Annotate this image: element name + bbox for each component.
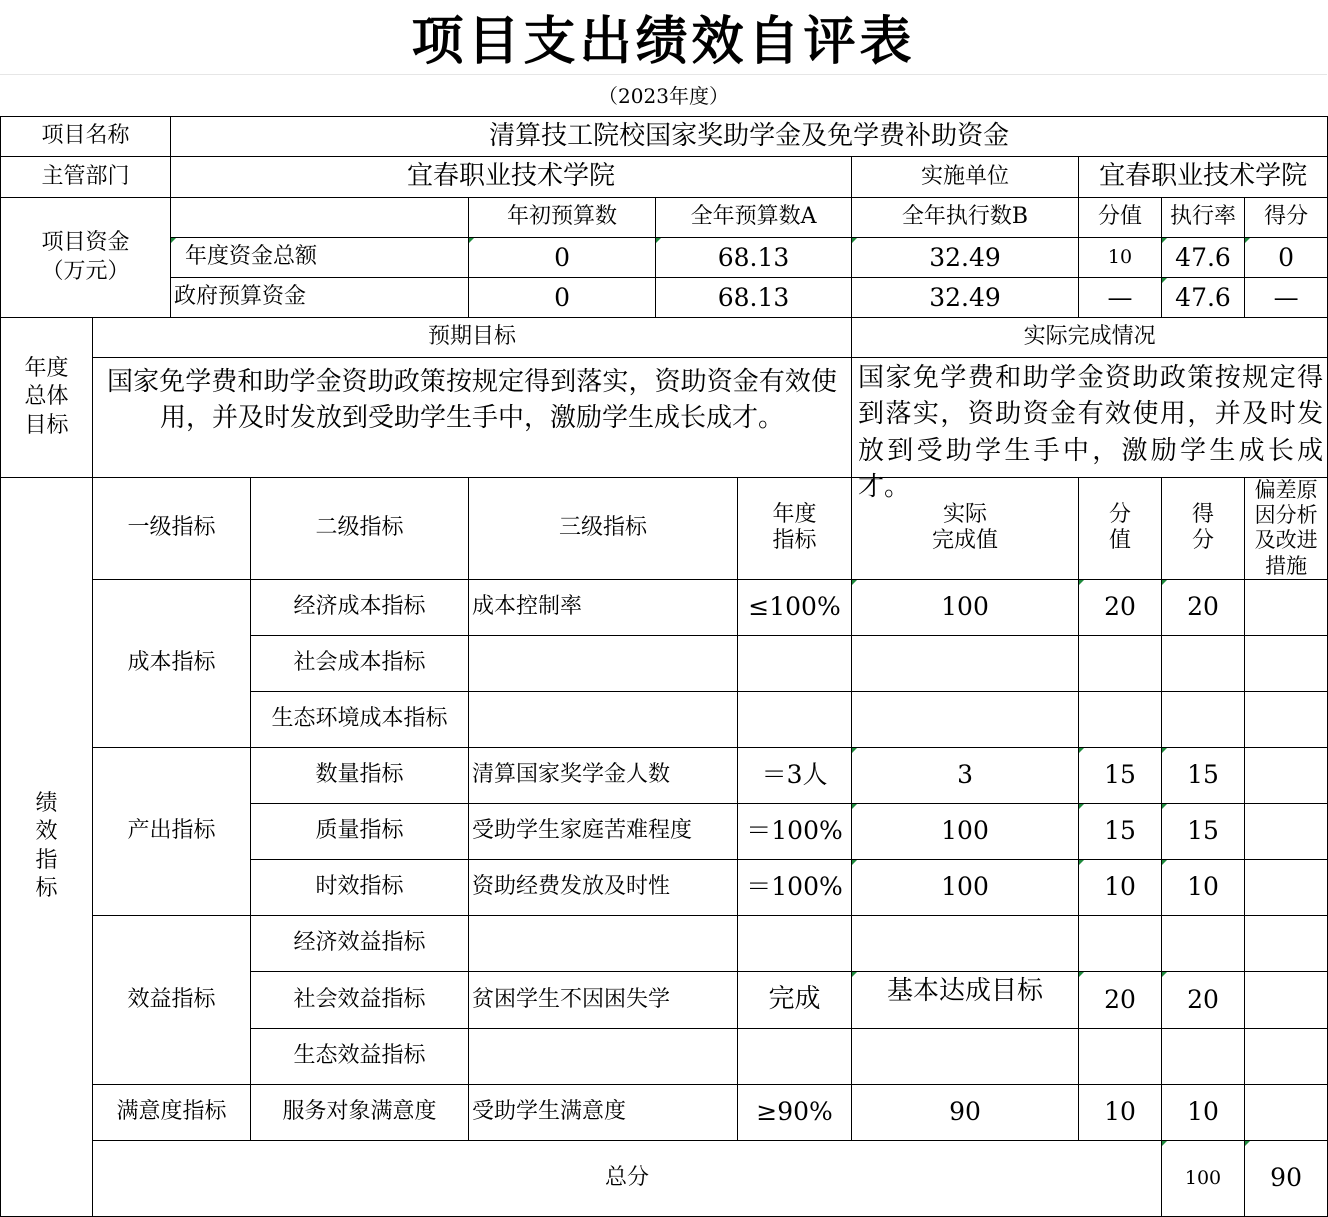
ind-header-value: 分 值 [1079, 478, 1162, 580]
row-level2: 质量指标 [251, 803, 469, 859]
row-score[interactable] [1162, 635, 1245, 691]
ind-header-note: 偏差原因分析 及改进措施 [1245, 478, 1328, 580]
row-value[interactable]: 15 [1079, 803, 1162, 859]
row-actual[interactable]: 100 [852, 859, 1079, 915]
ind-header-target: 年度 指标 [738, 478, 852, 580]
row-value[interactable]: 10 [1079, 1084, 1162, 1140]
funds-row-gov-annual[interactable]: 68.13 [656, 278, 852, 318]
funds-row-gov-rate[interactable]: 47.6 [1162, 278, 1245, 318]
row-note[interactable] [1245, 1028, 1328, 1084]
row-level3[interactable]: 受助学生家庭苦难程度 [469, 803, 738, 859]
row-note[interactable] [1245, 915, 1328, 971]
funds-row-total-score-value[interactable]: 10 [1079, 238, 1162, 278]
row-target[interactable]: ＝3人 [738, 747, 852, 803]
ind-header-level2: 二级指标 [251, 478, 469, 580]
row-level2: 经济效益指标 [251, 915, 469, 971]
funds-row-total-label: 年度资金总额 [171, 238, 469, 278]
row-level2: 社会成本指标 [251, 635, 469, 691]
page-title: 项目支出绩效自评表 [0, 0, 1327, 75]
funds-row-gov-executed[interactable]: 32.49 [852, 278, 1079, 318]
row-value[interactable] [1079, 635, 1162, 691]
evaluation-table [0, 116, 1328, 1217]
row-value[interactable]: 20 [1079, 971, 1162, 1028]
row-note[interactable] [1245, 803, 1328, 859]
dept-label: 主管部门 [1, 157, 171, 198]
row-actual[interactable] [852, 1028, 1079, 1084]
row-level2: 社会效益指标 [251, 971, 469, 1028]
indicators-label: 绩 效 指 标 [1, 478, 93, 1217]
ind-header-level1: 一级指标 [93, 478, 251, 580]
total-value[interactable]: 100 [1162, 1140, 1245, 1216]
funds-header-score: 得分 [1245, 198, 1328, 238]
goals-label: 年度 总体 目标 [1, 318, 93, 478]
row-value[interactable]: 20 [1079, 579, 1162, 635]
ind-header-actual: 实际 完成值 [852, 478, 1079, 580]
ind-header-score: 得 分 [1162, 478, 1245, 580]
row-note[interactable] [1245, 747, 1328, 803]
row-level3[interactable]: 成本控制率 [469, 579, 738, 635]
row-target[interactable] [738, 915, 852, 971]
row-score[interactable]: 20 [1162, 579, 1245, 635]
row-level3[interactable] [469, 1028, 738, 1084]
row-level2: 服务对象满意度 [251, 1084, 469, 1140]
row-target[interactable]: 完成 [738, 971, 852, 1028]
funds-row-gov-score[interactable]: — [1245, 278, 1328, 318]
goals-actual-cell[interactable] [852, 358, 1328, 503]
dept-value[interactable]: 宜春职业技术学院 [171, 157, 852, 198]
row-level2: 数量指标 [251, 747, 469, 803]
row-actual[interactable] [852, 915, 1079, 971]
row-value[interactable]: 15 [1079, 747, 1162, 803]
funds-row-total-executed[interactable]: 32.49 [852, 238, 1079, 278]
goals-expected-text: 国家免学费和助学金资助政策按规定得到落实，资助资金有效使用，并及时发放到受助学生手中，激励学生成长成才。 [107, 367, 838, 434]
funds-row-gov-initial[interactable]: 0 [469, 278, 656, 318]
funds-label: 项目资金 （万元） [1, 198, 171, 318]
funds-header-annual: 全年预算数A [656, 198, 852, 238]
group-level1-cost: 成本指标 [93, 579, 251, 747]
group-level1-satisfaction: 满意度指标 [93, 1084, 251, 1140]
row-target[interactable] [738, 691, 852, 747]
row-level3[interactable] [469, 635, 738, 691]
goals-expected-cell[interactable] [93, 358, 852, 478]
ind-header-level3: 三级指标 [469, 478, 738, 580]
row-level3[interactable]: 资助经费发放及时性 [469, 859, 738, 915]
row-actual[interactable] [852, 691, 1079, 747]
row-target[interactable] [738, 1028, 852, 1084]
total-label: 总分 [93, 1140, 1162, 1216]
row-note[interactable] [1245, 859, 1328, 915]
funds-row-total-annual[interactable]: 68.13 [656, 238, 852, 278]
row-score[interactable]: 10 [1162, 859, 1245, 915]
funds-header-score-value: 分值 [1079, 198, 1162, 238]
row-target[interactable]: ≤100% [738, 579, 852, 635]
goals-expected-header: 预期目标 [93, 318, 852, 358]
group-level1-output: 产出指标 [93, 747, 251, 915]
row-note[interactable] [1245, 971, 1328, 1028]
row-value[interactable] [1079, 915, 1162, 971]
row-score[interactable] [1162, 1028, 1245, 1084]
funds-row-total-rate[interactable]: 47.6 [1162, 238, 1245, 278]
row-actual[interactable] [852, 635, 1079, 691]
unit-value[interactable]: 宜春职业技术学院 [1079, 157, 1328, 198]
goals-actual-header: 实际完成情况 [852, 318, 1328, 358]
row-score[interactable] [1162, 915, 1245, 971]
row-score[interactable]: 15 [1162, 803, 1245, 859]
unit-label: 实施单位 [852, 157, 1079, 198]
row-value[interactable] [1079, 1028, 1162, 1084]
row-score[interactable]: 15 [1162, 747, 1245, 803]
row-target[interactable]: ≥90% [738, 1084, 852, 1140]
row-level3[interactable] [469, 915, 738, 971]
group-level1-benefit: 效益指标 [93, 915, 251, 1084]
row-note[interactable] [1245, 691, 1328, 747]
funds-row-gov-score-value[interactable]: — [1079, 278, 1162, 318]
row-score[interactable]: 10 [1162, 1084, 1245, 1140]
row-level2: 生态环境成本指标 [251, 691, 469, 747]
row-level3[interactable] [469, 691, 738, 747]
row-note[interactable] [1245, 635, 1328, 691]
row-level2: 生态效益指标 [251, 1028, 469, 1084]
row-level2: 经济成本指标 [251, 579, 469, 635]
funds-row-total-score[interactable]: 0 [1245, 238, 1328, 278]
row-actual[interactable]: 基本达成目标 [852, 971, 1079, 1028]
goals-actual-text: 国家免学费和助学金资助政策按规定得到落实，资助资金有效使用，并及时发放到受助学生手中，激励学生成长成才。 [858, 363, 1324, 503]
row-level3[interactable]: 清算国家奖学金人数 [469, 747, 738, 803]
project-name-label: 项目名称 [1, 117, 171, 157]
funds-header-blank [171, 198, 469, 238]
row-level3[interactable]: 贫困学生不因困失学 [469, 971, 738, 1028]
funds-row-total-initial[interactable]: 0 [469, 238, 656, 278]
project-name-value[interactable]: 清算技工院校国家奖助学金及免学费补助资金 [171, 117, 1328, 157]
row-target[interactable] [738, 635, 852, 691]
row-target[interactable]: ＝100% [738, 803, 852, 859]
funds-header-rate: 执行率 [1162, 198, 1245, 238]
row-note[interactable] [1245, 579, 1328, 635]
year-subtitle: （2023年度） [598, 84, 729, 108]
row-score[interactable]: 20 [1162, 971, 1245, 1028]
funds-header-executed: 全年执行数B [852, 198, 1079, 238]
funds-row-gov-label: 政府预算资金 [171, 278, 469, 318]
row-value[interactable]: 10 [1079, 859, 1162, 915]
row-actual[interactable]: 3 [852, 747, 1079, 803]
row-actual[interactable]: 100 [852, 803, 1079, 859]
row-level3[interactable]: 受助学生满意度 [469, 1084, 738, 1140]
row-value[interactable] [1079, 691, 1162, 747]
funds-header-initial: 年初预算数 [469, 198, 656, 238]
row-actual[interactable]: 90 [852, 1084, 1079, 1140]
row-actual[interactable]: 100 [852, 579, 1079, 635]
total-score[interactable]: 90 [1245, 1140, 1328, 1216]
row-level2: 时效指标 [251, 859, 469, 915]
row-score[interactable] [1162, 691, 1245, 747]
row-note[interactable] [1245, 1084, 1328, 1140]
row-target[interactable]: ＝100% [738, 859, 852, 915]
